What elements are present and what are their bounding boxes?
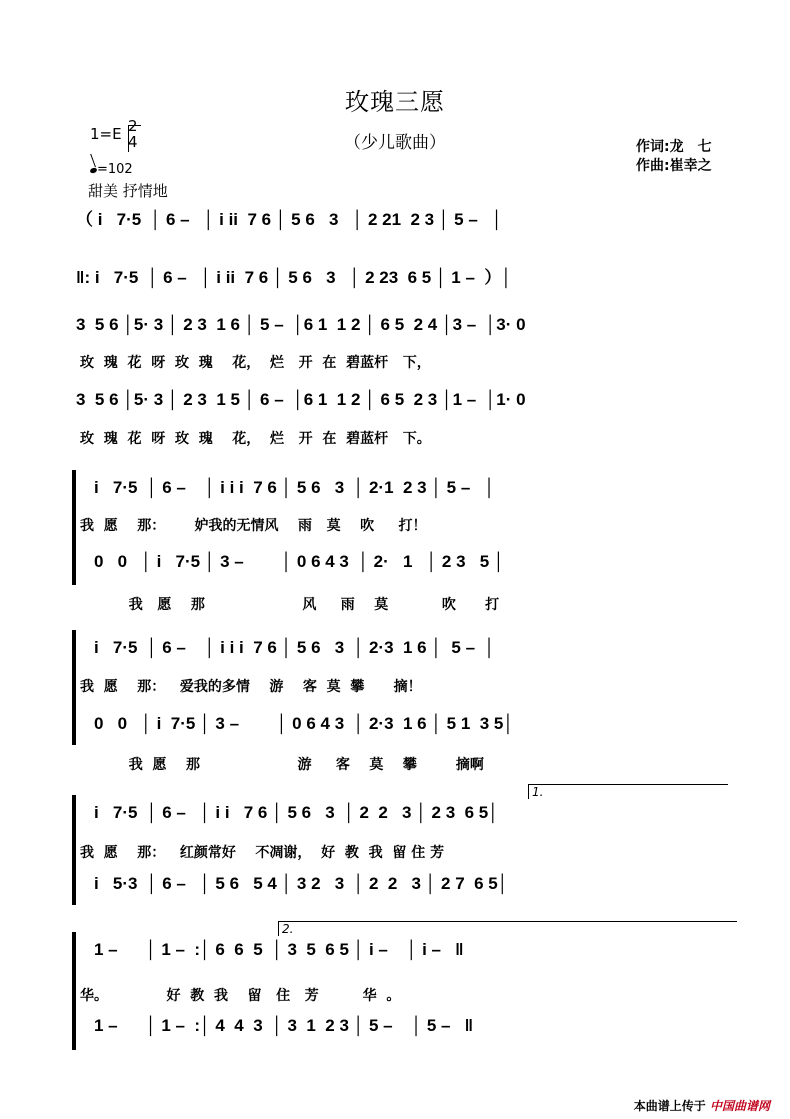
expression-mark: 甜美 抒情地 [88, 182, 168, 200]
notation-row: i 7·5 │ 6 – │ i i 7 6 │ 5 6 3 │ 2 2 3 │ 2 3 6 5│ [94, 803, 499, 822]
notation-row: i 7·5 │ 6 – │ i i i 7 6 │ 5 6 3 │ 2·3 1 6 │ 5 – │ [94, 638, 496, 657]
site-logo[interactable]: 中国曲谱网 [709, 1099, 770, 1113]
volta-second: 2. [278, 921, 737, 936]
notation-row: 1 – │ 1 – :│ 6 6 5 │ 3 5 6 5 │ i – │ i – ‖ [94, 940, 464, 959]
lyric-line: 玫 瑰 花 呀 玫 瑰 花， 烂 开 在 碧蓝杆 下。 [80, 431, 431, 447]
lyric-line: 我 愿 那： 妒我的无情风 雨 莫 吹 打！ [80, 518, 427, 534]
time-top: 2 [128, 117, 138, 135]
fraction-bar [128, 125, 141, 152]
lyric-line: 我 愿 那 风 雨 莫 吹 打 [80, 597, 500, 613]
notation-row: i 7·5 │ 6 – │ i i i 7 6 │ 5 6 3 │ 2·1 2 3 │ 5 – │ [94, 478, 496, 497]
key-signature: 1=E [90, 125, 122, 143]
staff-line-intro-1 [76, 205, 738, 249]
song-subtitle: （少儿歌曲） [344, 133, 446, 153]
staff-line-chorus-1b [76, 552, 738, 596]
lyric-line: 我 愿 那： 爱我的多情 游 客 莫 攀 摘！ [80, 679, 422, 695]
lyricist: 作词:龙 七 [636, 139, 712, 155]
staff-line-ending-a [76, 803, 738, 847]
composer: 作曲:崔幸之 [636, 158, 712, 174]
volta-first: 1. [528, 784, 728, 799]
footer-text: 本曲谱上传于 [633, 1099, 706, 1113]
time-bottom: 4 [128, 133, 138, 151]
song-title: 玫瑰三愿 [345, 88, 445, 116]
notation-row: 0 0 │ i 7·5 │ 3 – │ 0 6 4 3 │ 2·3 1 6 │ 5 1 3 5│ [94, 714, 515, 733]
credits [636, 138, 712, 176]
notation-row: 1 – │ 1 – :│ 4 4 3 │ 3 1 2 3 │ 5 – │ 5 – ‖ [94, 1016, 474, 1035]
time-signature [128, 118, 138, 150]
notation-row: 0 0 │ i 7·5 │ 3 – │ 0 6 4 3 │ 2· 1 │ 2 3 5 │ [94, 552, 505, 571]
notation-row: ‖: i 7·5 │ 6 – │ i ii 7 6 │ 5 6 3 │ 2 23 6 5 │ 1 – ）│ [76, 268, 513, 287]
notation-row: （ i 7·5 │ 6 – │ i ii 7 6 │ 5 6 3 │ 2 21 2 3 │ 5 – │ [76, 210, 503, 229]
staff-line-ending-b [76, 874, 738, 918]
footer-credit [634, 1097, 770, 1114]
staff-line-intro-2 [76, 263, 738, 307]
lyric-line: 我 愿 那 游 客 莫 攀 摘啊 [80, 757, 484, 773]
lyric-line: 我 愿 那： 红颜常好 不凋谢， 好 教 我 留 住 芳 [80, 845, 445, 861]
notation-row: i 5·3 │ 6 – │ 5 6 5 4 │ 3 2 3 │ 2 2 3 │ 2 7 6 5│ [94, 874, 509, 893]
staff-line-coda-b [76, 1016, 738, 1060]
staff-line-coda-a [76, 940, 738, 984]
tempo-value: =102 [97, 162, 133, 177]
lyric-line: 华。 好 教 我 留 住 芳 华 。 [80, 988, 401, 1004]
lyric-line: 玫 瑰 花 呀 玫 瑰 花， 烂 开 在 碧蓝杆 下， [80, 355, 431, 371]
notation-row: 3 5 6 │5· 3 │ 2 3 1 6 │ 5 – │6 1 1 2 │ 6 5 2 4 │3 – │3· 0 [76, 315, 526, 334]
staff-line-chorus-2b [76, 714, 738, 758]
notation-row: 3 5 6 │5· 3 │ 2 3 1 5 │ 6 – │6 1 1 2 │ 6 5 2 3 │1 – │1· 0 [76, 390, 526, 409]
tempo-marking [90, 162, 133, 177]
